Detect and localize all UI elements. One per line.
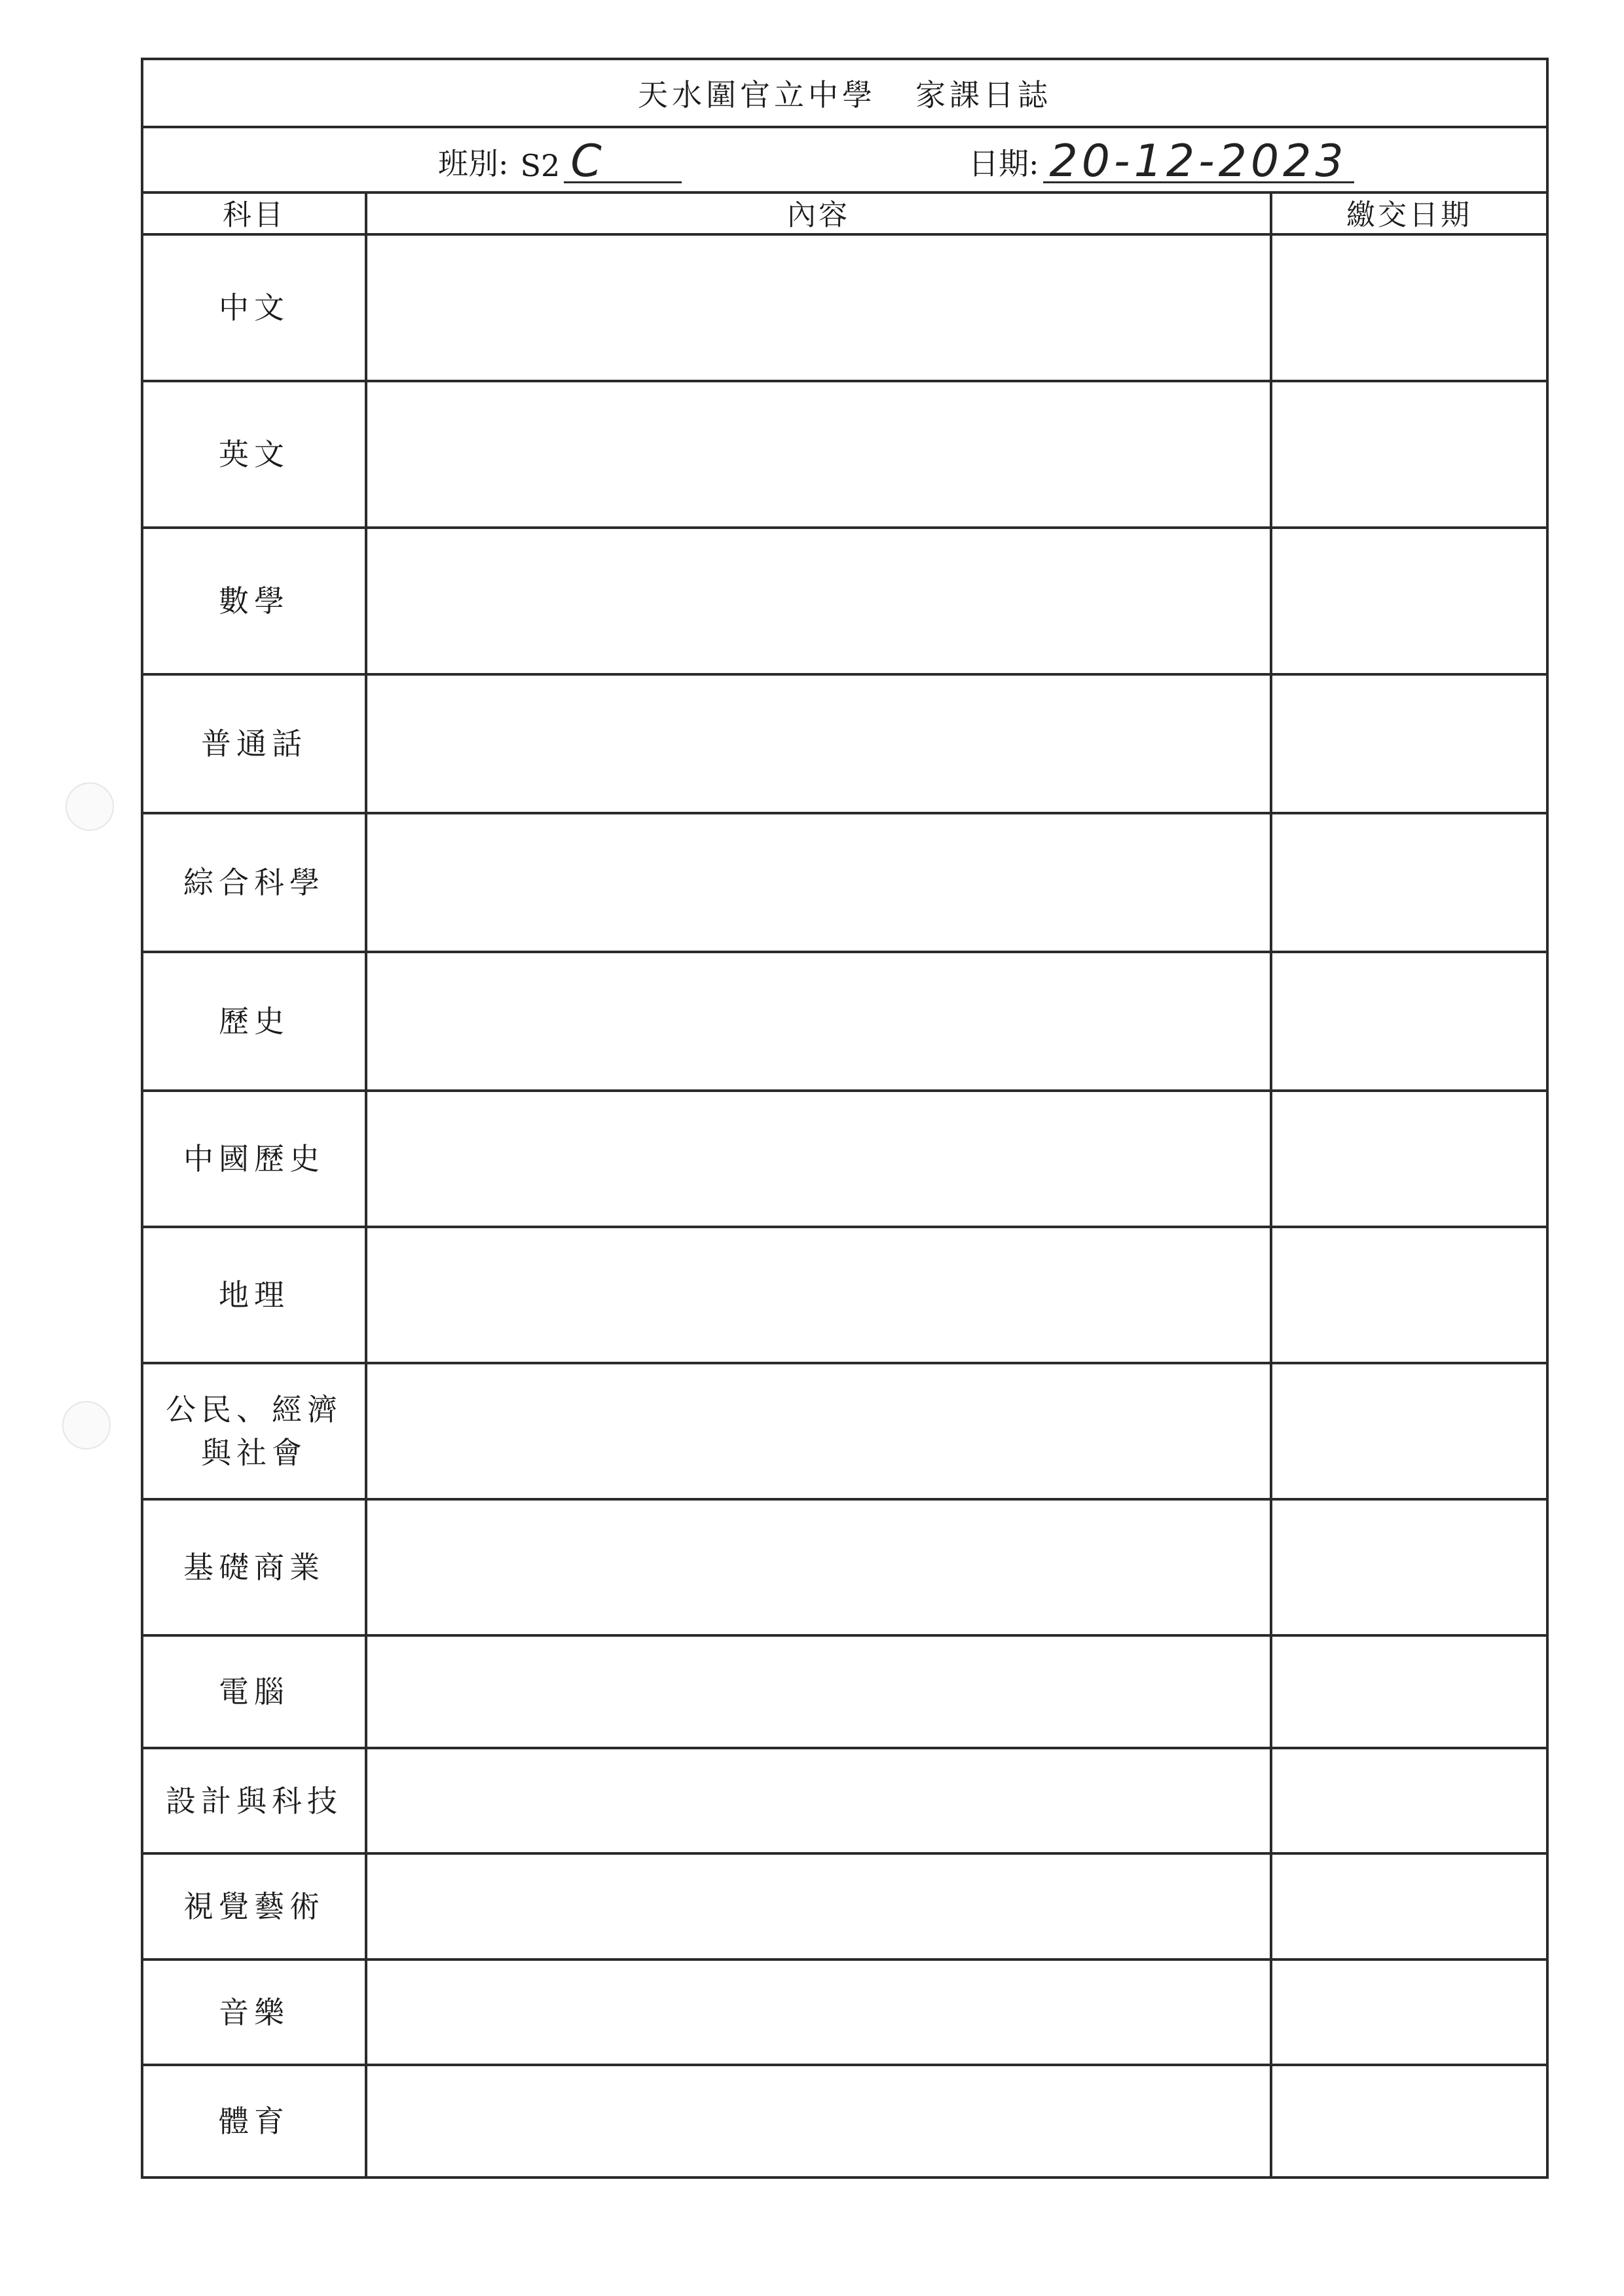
subject-cell: 電腦 [143, 1635, 366, 1748]
content-cell[interactable] [366, 234, 1271, 381]
subject-cell: 英文 [143, 381, 366, 528]
due-date-cell[interactable] [1271, 1748, 1546, 1854]
header-content: 內容 [366, 191, 1271, 234]
homework-table [143, 191, 1546, 2176]
subject-cell: 地理 [143, 1227, 366, 1363]
due-date-cell[interactable] [1271, 2065, 1546, 2176]
diary-title: 家課日誌 [915, 77, 1052, 113]
header-due-date: 繳交日期 [1271, 191, 1546, 234]
content-cell[interactable] [366, 528, 1271, 674]
content-cell[interactable] [366, 1091, 1271, 1227]
subject-cell: 歷史 [143, 952, 366, 1091]
table-row [143, 381, 1546, 528]
date-label: 日期: [969, 146, 1039, 181]
table-header-row [143, 191, 1546, 234]
content-cell[interactable] [366, 813, 1271, 952]
due-date-cell[interactable] [1271, 674, 1546, 813]
content-cell[interactable] [366, 1748, 1271, 1854]
table-row [143, 2065, 1546, 2176]
due-date-cell[interactable] [1271, 1363, 1546, 1499]
content-cell[interactable] [366, 952, 1271, 1091]
content-cell[interactable] [366, 1499, 1271, 1635]
info-row [143, 126, 1546, 194]
due-date-cell[interactable] [1271, 1853, 1546, 1959]
content-cell[interactable] [366, 1959, 1271, 2066]
table-row [143, 1959, 1546, 2066]
class-label: 班別: [438, 146, 509, 181]
punch-hole-bottom [62, 1401, 111, 1449]
punch-hole-top [65, 782, 114, 831]
table-row [143, 674, 1546, 813]
school-name: 天水圍官立中學 [638, 77, 876, 113]
homework-diary-form [141, 58, 1549, 2179]
table-row [143, 234, 1546, 381]
subject-cell: 中文 [143, 234, 366, 381]
due-date-cell[interactable] [1271, 1959, 1546, 2066]
subject-cell: 綜合科學 [143, 813, 366, 952]
subject-cell: 基礎商業 [143, 1499, 366, 1635]
subject-cell: 公民、經濟與社會 [143, 1363, 366, 1499]
content-cell[interactable] [366, 674, 1271, 813]
content-cell[interactable] [366, 1635, 1271, 1748]
subject-cell: 設計與科技 [143, 1748, 366, 1854]
form-title [143, 60, 1546, 128]
subject-cell: 視覺藝術 [143, 1853, 366, 1959]
date-value[interactable]: 20-12-2023 [1043, 142, 1354, 183]
subject-cell: 普通話 [143, 674, 366, 813]
table-row [143, 1227, 1546, 1363]
content-cell[interactable] [366, 1853, 1271, 1959]
due-date-cell[interactable] [1271, 1635, 1546, 1748]
subject-cell: 中國歷史 [143, 1091, 366, 1227]
due-date-cell[interactable] [1271, 234, 1546, 381]
table-row [143, 1748, 1546, 1854]
table-row [143, 813, 1546, 952]
due-date-cell[interactable] [1271, 1499, 1546, 1635]
due-date-cell[interactable] [1271, 528, 1546, 674]
content-cell[interactable] [366, 1363, 1271, 1499]
table-row [143, 1363, 1546, 1499]
content-cell[interactable] [366, 1227, 1271, 1363]
subject-cell: 體育 [143, 2065, 366, 2176]
table-row [143, 1091, 1546, 1227]
header-subject: 科目 [143, 191, 366, 234]
subject-cell: 數學 [143, 528, 366, 674]
table-row [143, 1499, 1546, 1635]
table-row [143, 1635, 1546, 1748]
subject-cell: 音樂 [143, 1959, 366, 2066]
table-row [143, 952, 1546, 1091]
content-cell[interactable] [366, 2065, 1271, 2176]
due-date-cell[interactable] [1271, 381, 1546, 528]
due-date-cell[interactable] [1271, 952, 1546, 1091]
class-field [438, 136, 682, 187]
due-date-cell[interactable] [1271, 1091, 1546, 1227]
table-row [143, 1853, 1546, 1959]
date-field [969, 136, 1354, 187]
due-date-cell[interactable] [1271, 813, 1546, 952]
class-value[interactable]: C [564, 142, 682, 183]
content-cell[interactable] [366, 381, 1271, 528]
class-prefix: S2 [520, 148, 561, 183]
table-row [143, 528, 1546, 674]
due-date-cell[interactable] [1271, 1227, 1546, 1363]
